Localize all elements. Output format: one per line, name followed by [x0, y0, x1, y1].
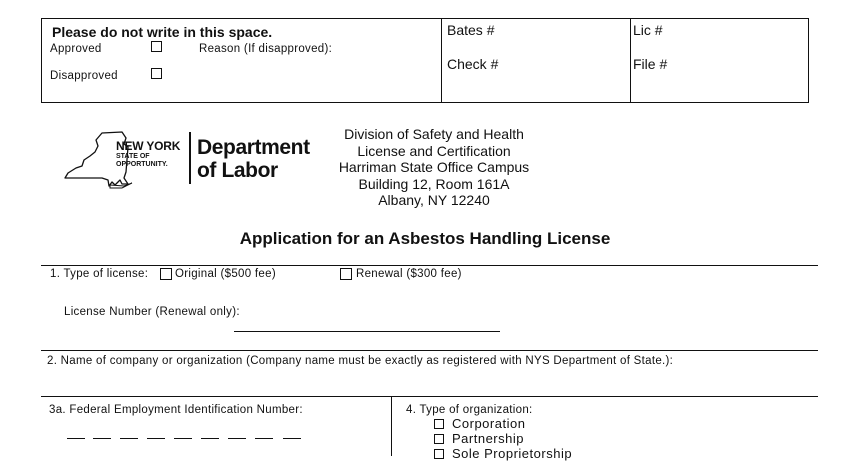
q2-label: 2. Name of company or organization (Company name must be exactly as registered with NYS Department of State.):	[47, 355, 674, 367]
license-number-field[interactable]	[234, 331, 500, 332]
page-title: Application for an Asbestos Handling License	[239, 229, 611, 248]
section-rule-2	[41, 350, 818, 351]
fein-digit-slot[interactable]	[174, 438, 192, 439]
address-line3: Harriman State Office Campus	[338, 159, 530, 175]
logo-state-line3: OPPORTUNITY.	[116, 161, 168, 168]
logo-state-line2: STATE OF	[116, 153, 150, 160]
fein-digit-slot[interactable]	[93, 438, 111, 439]
q3-q4-divider	[391, 396, 392, 456]
lic-label: Lic #	[633, 22, 663, 38]
q1-label: 1. Type of license:	[50, 268, 149, 280]
logo-dept-line2: of Labor	[197, 159, 278, 182]
approved-checkbox[interactable]	[151, 41, 162, 52]
disapproved-label: Disapproved	[50, 70, 118, 82]
address-line5: Albany, NY 12240	[378, 192, 490, 208]
bates-label: Bates #	[447, 22, 495, 38]
reason-label: Reason (If disapproved):	[199, 43, 333, 55]
nys-logo	[62, 130, 322, 190]
address-line2: License and Certification	[357, 142, 511, 159]
original-license-label: Original ($500 fee)	[175, 268, 276, 280]
sole-proprietorship-label: Sole Proprietorship	[452, 446, 573, 461]
agency-address	[324, 126, 544, 209]
logo-dept-line1: Department	[197, 136, 310, 159]
fein-digit-slot[interactable]	[283, 438, 301, 439]
fein-digit-slot[interactable]	[147, 438, 165, 439]
check-label: Check #	[447, 56, 499, 72]
section-rule-3	[41, 396, 818, 397]
address-line4: Building 12, Room 161A	[358, 175, 510, 192]
address-line1: Division of Safety and Health	[344, 126, 524, 142]
office-box-divider-1	[441, 18, 442, 103]
corporation-checkbox[interactable]	[434, 419, 444, 429]
partnership-checkbox[interactable]	[434, 434, 444, 444]
license-number-label: License Number (Renewal only):	[64, 306, 240, 318]
q3a-label: 3a. Federal Employment Identification Number:	[49, 404, 303, 416]
file-label: File #	[633, 56, 668, 72]
disapproved-checkbox[interactable]	[151, 68, 162, 79]
office-box-divider-2	[630, 18, 631, 103]
fein-digit-slot[interactable]	[201, 438, 219, 439]
renewal-license-label: Renewal ($300 fee)	[356, 268, 462, 280]
section-rule-1	[41, 265, 818, 266]
office-box-heading: Please do not write in this space.	[52, 24, 273, 40]
original-license-checkbox[interactable]	[160, 268, 172, 280]
partnership-label: Partnership	[452, 431, 524, 446]
logo-divider	[189, 132, 191, 184]
logo-state-line1: NEW YORK	[116, 139, 181, 153]
fein-digit-slot[interactable]	[67, 438, 85, 439]
fein-digit-slot[interactable]	[120, 438, 138, 439]
fein-digit-slot[interactable]	[228, 438, 246, 439]
fein-digit-slot[interactable]	[255, 438, 273, 439]
q4-label: 4. Type of organization:	[406, 404, 533, 416]
corporation-label: Corporation	[452, 416, 526, 431]
renewal-license-checkbox[interactable]	[340, 268, 352, 280]
approved-label: Approved	[50, 43, 102, 55]
